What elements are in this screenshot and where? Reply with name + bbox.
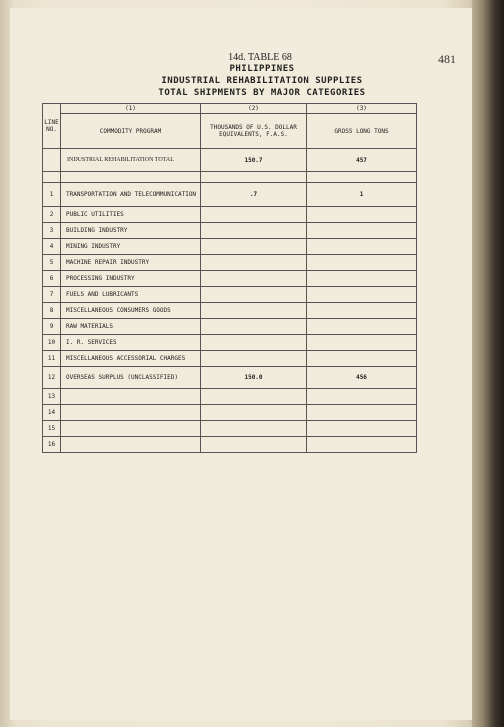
commodity-program: FUELS AND LUBRICANTS xyxy=(61,287,201,303)
table-row xyxy=(43,351,417,367)
dollars-value xyxy=(201,239,307,255)
dollars-value xyxy=(201,303,307,319)
country-title: PHILIPPINES xyxy=(229,64,295,74)
tons-value xyxy=(307,239,417,255)
commodity-program: MINING INDUSTRY xyxy=(61,239,201,255)
commodity-program: BUILDING INDUSTRY xyxy=(61,223,201,239)
tons-value xyxy=(307,287,417,303)
book-edge xyxy=(472,0,504,727)
line-number: 16 xyxy=(43,437,61,453)
total-row xyxy=(43,149,417,172)
col-number-1: (1) xyxy=(61,104,201,114)
total-line-cell xyxy=(43,149,61,172)
dollars-value: 150.0 xyxy=(201,367,307,389)
column-number-row xyxy=(43,104,417,114)
spacer-row xyxy=(43,172,417,183)
commodity-program xyxy=(61,389,201,405)
spacer-cell xyxy=(201,172,307,183)
tons-header: GROSS LONG TONS xyxy=(307,114,417,149)
commodity-program xyxy=(61,421,201,437)
dollars-value xyxy=(201,389,307,405)
tons-value xyxy=(307,351,417,367)
commodity-program: PROCESSING INDUSTRY xyxy=(61,271,201,287)
tons-value xyxy=(307,271,417,287)
spacer-cell xyxy=(307,172,417,183)
line-number: 10 xyxy=(43,335,61,351)
dollars-value xyxy=(201,271,307,287)
commodity-program: MACHINE REPAIR INDUSTRY xyxy=(61,255,201,271)
line-number: 14 xyxy=(43,405,61,421)
commodity-program-header: COMMODITY PROGRAM xyxy=(61,114,201,149)
subtitle: TOTAL SHIPMENTS BY MAJOR CATEGORIES xyxy=(158,88,366,98)
table-row xyxy=(43,287,417,303)
dollars-value xyxy=(201,319,307,335)
tons-value xyxy=(307,389,417,405)
spacer-cell xyxy=(61,172,201,183)
table-id: 14d. TABLE 68 xyxy=(228,52,292,63)
table-row xyxy=(43,239,417,255)
total-dollars: 150.7 xyxy=(201,149,307,172)
subject-title: INDUSTRIAL REHABILITATION SUPPLIES xyxy=(161,76,363,86)
line-number: 9 xyxy=(43,319,61,335)
line-number: 2 xyxy=(43,207,61,223)
tons-value: 456 xyxy=(307,367,417,389)
line-number: 8 xyxy=(43,303,61,319)
table-row xyxy=(43,389,417,405)
table-row xyxy=(43,303,417,319)
commodity-program: TRANSPORTATION AND TELECOMMUNICATION xyxy=(61,183,201,207)
tons-value xyxy=(307,207,417,223)
dollars-value xyxy=(201,255,307,271)
table-row xyxy=(43,421,417,437)
tons-value xyxy=(307,421,417,437)
tons-value xyxy=(307,319,417,335)
table-row xyxy=(43,405,417,421)
column-header-row xyxy=(43,114,417,149)
line-number: 5 xyxy=(43,255,61,271)
table-row xyxy=(43,223,417,239)
dollars-value xyxy=(201,223,307,239)
shipments-table xyxy=(42,103,417,453)
page-number: 481 xyxy=(438,52,456,66)
table-row xyxy=(43,207,417,223)
line-number: 6 xyxy=(43,271,61,287)
tons-value xyxy=(307,405,417,421)
line-number: 4 xyxy=(43,239,61,255)
line-number: 15 xyxy=(43,421,61,437)
data-rows xyxy=(43,183,417,453)
dollars-header: THOUSANDS OF U.S. DOLLAR EQUIVALENTS, F.A.S. xyxy=(201,114,307,149)
table-row xyxy=(43,367,417,389)
commodity-program: MISCELLANEOUS CONSUMERS GOODS xyxy=(61,303,201,319)
commodity-program: PUBLIC UTILITIES xyxy=(61,207,201,223)
commodity-program xyxy=(61,405,201,421)
dollars-value xyxy=(201,421,307,437)
dollars-value: .7 xyxy=(201,183,307,207)
dollars-value xyxy=(201,287,307,303)
dollars-value xyxy=(201,351,307,367)
dollars-value xyxy=(201,335,307,351)
commodity-program: I. R. SERVICES xyxy=(61,335,201,351)
dollars-value xyxy=(201,207,307,223)
commodity-program: OVERSEAS SURPLUS (UNCLASSIFIED) xyxy=(61,367,201,389)
table-row xyxy=(43,271,417,287)
table-row xyxy=(43,437,417,453)
col-number-3: (3) xyxy=(307,104,417,114)
tons-value xyxy=(307,335,417,351)
table-row xyxy=(43,255,417,271)
commodity-program xyxy=(61,437,201,453)
tons-value xyxy=(307,437,417,453)
tons-value xyxy=(307,255,417,271)
commodity-program: RAW MATERIALS xyxy=(61,319,201,335)
spacer-cell xyxy=(43,172,61,183)
line-number: 7 xyxy=(43,287,61,303)
commodity-program: MISCELLANEOUS ACCESSORIAL CHARGES xyxy=(61,351,201,367)
dollars-value xyxy=(201,405,307,421)
line-number: 13 xyxy=(43,389,61,405)
line-number: 12 xyxy=(43,367,61,389)
total-tons: 457 xyxy=(307,149,417,172)
line-number: 1 xyxy=(43,183,61,207)
total-label: INDUSTRIAL REHABILITATION TOTAL xyxy=(61,149,201,172)
tons-value xyxy=(307,223,417,239)
col-number-2: (2) xyxy=(201,104,307,114)
line-number: 3 xyxy=(43,223,61,239)
tons-value xyxy=(307,303,417,319)
table-row xyxy=(43,183,417,207)
line-number: 11 xyxy=(43,351,61,367)
dollars-value xyxy=(201,437,307,453)
line-no-header: LINE NO. xyxy=(43,104,61,149)
table-row xyxy=(43,335,417,351)
tons-value: 1 xyxy=(307,183,417,207)
table-row xyxy=(43,319,417,335)
